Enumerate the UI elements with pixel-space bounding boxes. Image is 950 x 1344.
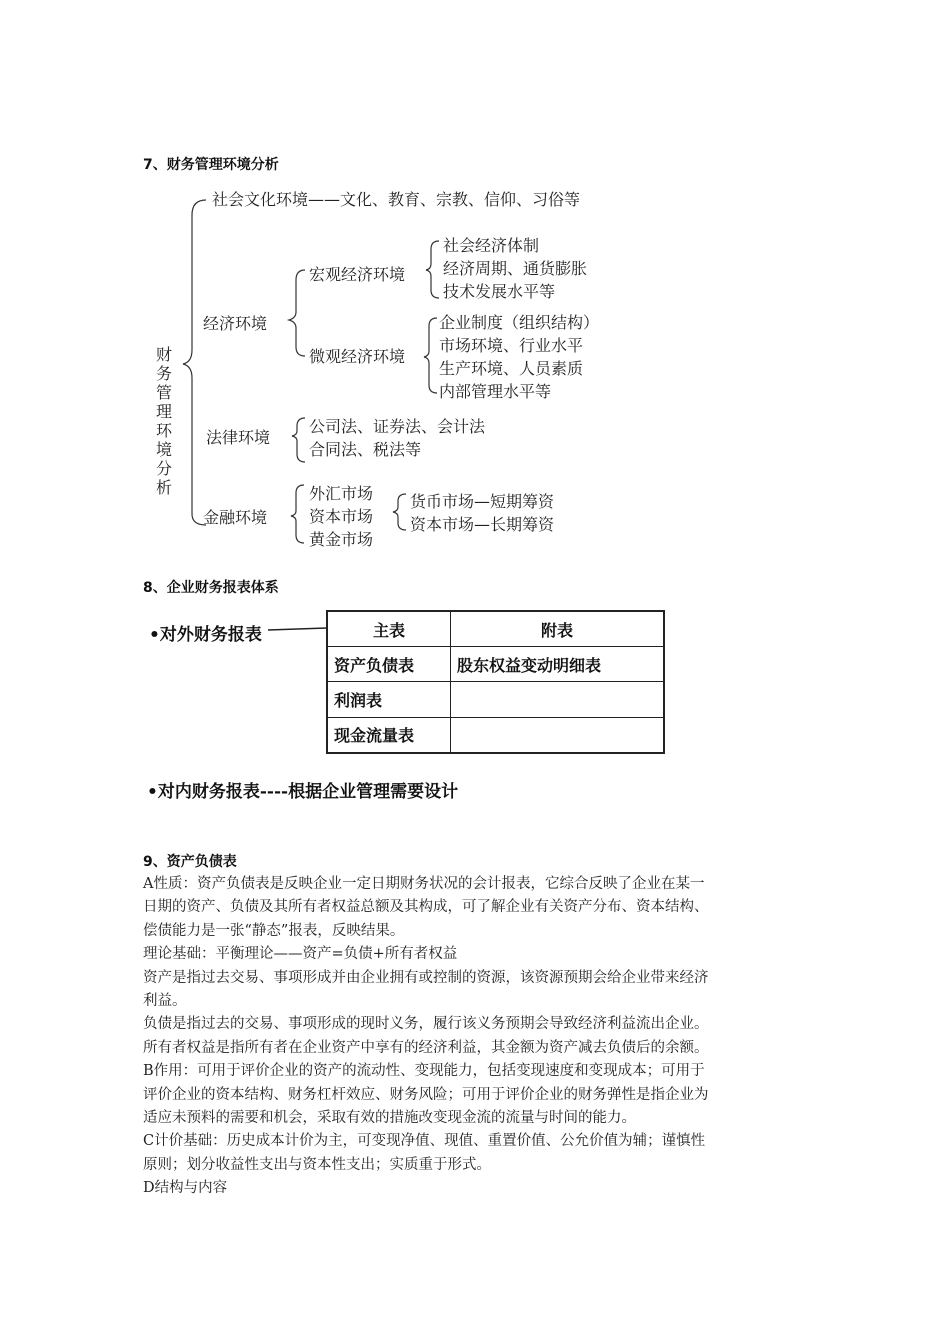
- micro-item: 生产环境、人员素质: [439, 359, 584, 378]
- root-label: 财务管理环境分析: [155, 345, 172, 497]
- text-line: 偿债能力是一张“静态”报表，反映结果。: [143, 922, 405, 939]
- market-item: 黄金市场: [309, 530, 374, 549]
- table-cell: 利润表: [327, 682, 451, 717]
- table-header: 附表: [451, 611, 665, 647]
- table-cell: 现金流量表: [327, 717, 451, 753]
- table-row: [327, 647, 664, 682]
- section9-title: 9、资产负债表: [143, 854, 237, 870]
- text-line: C计价基础：历史成本计价为主，可变现净值、现值、重置价值、公允价值为辅；谨慎性: [143, 1133, 706, 1150]
- social-env: 社会文化环境——文化、教育、宗教、信仰、习俗等: [212, 190, 581, 209]
- text-line: B作用：可用于评价企业的资产的流动性、变现能力，包括变现速度和变现成本；可用于: [143, 1063, 705, 1080]
- text-line: 适应未预料的需要和机会，采取有效的措施改变现金流的流量与时间的能力。: [143, 1110, 636, 1127]
- macro-env-label: 宏观经济环境: [309, 265, 406, 284]
- text-line: 理论基础：平衡理论——资产=负债+所有者权益: [143, 946, 458, 963]
- table-cell: [451, 717, 665, 753]
- micro-env-label: 微观经济环境: [309, 347, 406, 366]
- legal-item: 合同法、税法等: [309, 440, 422, 459]
- text-line: 原则；划分收益性支出与资本性支出；实质重于形式。: [143, 1156, 491, 1173]
- table-row: [327, 682, 664, 717]
- macro-item: 社会经济体制: [443, 236, 540, 255]
- balance-sheet-text: [143, 873, 813, 1201]
- text-line: 所有者权益是指所有者在企业资产中享有的经济利益，其金额为资产减去负债后的余额。: [143, 1039, 709, 1056]
- term-item: 货币市场—短期筹资: [410, 492, 555, 511]
- table-row: [327, 717, 664, 753]
- text-line: 评价企业的资本结构、财务杠杆效应、财务风险；可用于评价企业的财务弹性是指企业为: [143, 1086, 709, 1103]
- text-line: A性质：资产负债表是反映企业一定日期财务状况的会计报表，它综合反映了企业在某一: [143, 876, 705, 892]
- financial-env-label: 金融环境: [203, 508, 268, 527]
- text-line: D结构与内容: [143, 1180, 228, 1197]
- table-header-row: [327, 611, 664, 647]
- text-line: 日期的资产、负债及其所有者权益总额及其构成，可了解企业有关资产分布、资本结构、: [143, 899, 709, 916]
- section7-title: 7、财务管理环境分析: [143, 157, 279, 173]
- table-cell: 资产负债表: [327, 647, 451, 682]
- macro-item: 经济周期、通货膨胀: [443, 259, 588, 278]
- internal-reports-label: •对内财务报表----根据企业管理需要设计: [147, 782, 459, 802]
- table-cell: 股东权益变动明细表: [451, 647, 665, 682]
- table-header: 主表: [327, 611, 451, 647]
- table-cell: [451, 682, 665, 717]
- text-line: 负债是指过去的交易、事项形成的现时义务，履行该义务预期会导致经济利益流出企业。: [143, 1016, 709, 1033]
- legal-env-label: 法律环境: [206, 428, 271, 447]
- text-line: 资产是指过去交易、事项形成并由企业拥有或控制的资源，该资源预期会给企业带来经济: [143, 969, 709, 986]
- micro-item: 市场环境、行业水平: [439, 336, 584, 355]
- text-line: 利益。: [143, 993, 187, 1010]
- micro-item: 内部管理水平等: [439, 382, 552, 401]
- micro-item: 企业制度（组织结构）: [439, 313, 600, 332]
- economic-env-label: 经济环境: [203, 314, 268, 333]
- market-item: 外汇市场: [309, 484, 374, 503]
- external-reports-label: •对外财务报表: [149, 625, 262, 645]
- market-item: 资本市场: [309, 507, 374, 526]
- section8-title: 8、企业财务报表体系: [143, 580, 279, 596]
- legal-item: 公司法、证券法、会计法: [309, 417, 486, 436]
- report-table: [326, 610, 665, 754]
- term-item: 资本市场—长期筹资: [410, 515, 555, 534]
- macro-item: 技术发展水平等: [443, 282, 556, 301]
